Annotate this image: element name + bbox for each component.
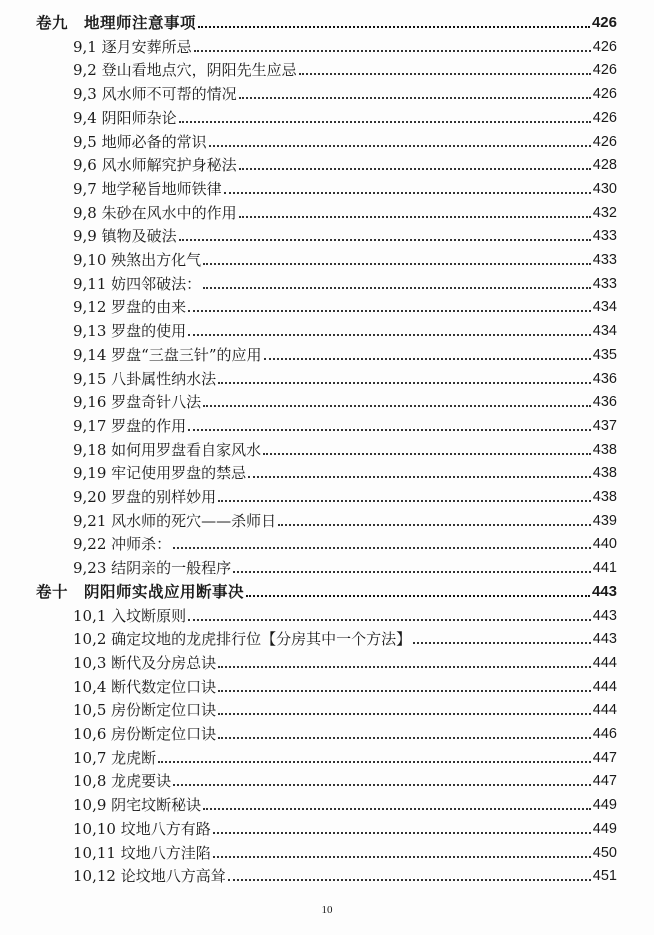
toc-entry-title: 9,19 牢记使用罗盘的禁忌 [73, 464, 247, 483]
toc-item-row[interactable] [73, 269, 617, 293]
toc-entry-page: 447 [592, 749, 617, 766]
dot-leader [173, 783, 591, 786]
dot-leader [218, 381, 591, 384]
toc-entry-title: 10,6 房份断定位口诀 [73, 725, 217, 743]
toc-entry-title: 10,7 龙虎断 [73, 748, 157, 767]
dot-leader [203, 807, 591, 810]
toc-chapter-row[interactable] [36, 8, 617, 32]
dot-leader [158, 760, 591, 763]
dot-leader [239, 167, 591, 170]
toc-item-row[interactable] [73, 719, 617, 743]
toc-entry-title: 9,15 八卦属性纳水法 [73, 369, 217, 388]
toc-entry-title: 9,1 逐月安葬所忌 [73, 37, 192, 56]
toc-item-row[interactable] [73, 55, 617, 79]
toc-item-row[interactable] [73, 411, 617, 435]
toc-entry-page: 446 [592, 726, 617, 742]
toc-entry-page: 436 [592, 394, 617, 411]
dot-leader [188, 428, 591, 431]
toc-entry-page: 444 [592, 678, 617, 695]
toc-entry-page: 439 [592, 512, 617, 529]
dot-leader [413, 641, 591, 644]
toc-entry-title: 10,3 断代及分房总诀 [73, 653, 217, 672]
toc-entry-title: 9,9 镇物及破法 [73, 227, 177, 246]
toc-item-row[interactable] [73, 553, 617, 577]
toc-entry-title: 10,8 龙虎要诀 [73, 772, 172, 791]
toc-item-row[interactable] [73, 743, 617, 767]
toc-entry-page: 430 [592, 180, 617, 197]
toc-entry-title: 9,7 地学秘旨地师铁律 [73, 179, 222, 198]
toc-item-row[interactable] [73, 695, 617, 719]
toc-item-row[interactable] [73, 766, 617, 790]
toc-entry-page: 435 [592, 346, 617, 363]
dot-leader [218, 736, 591, 739]
toc-item-row[interactable] [73, 32, 617, 56]
toc-entry-page: 426 [592, 133, 617, 150]
toc-entry-page: 443 [592, 631, 617, 648]
toc-entry-page: 447 [592, 773, 617, 790]
toc-entry-title: 10,2 确定坟地的龙虎排行位【分房其中一个方法】 [73, 630, 412, 649]
toc-item-row[interactable] [73, 814, 617, 838]
toc-entry-page: 433 [592, 252, 617, 268]
dot-leader [213, 831, 591, 834]
page-number: 10 [321, 904, 333, 916]
toc-item-row[interactable] [73, 221, 617, 245]
toc-entry-title: 10,9 阴宅坟断秘诀 [73, 796, 202, 815]
toc-item-row[interactable] [73, 435, 617, 459]
toc-entry-page: 434 [592, 299, 617, 316]
toc-entry-title: 9,17 罗盘的作用 [73, 416, 187, 435]
toc-entry-page: 426 [592, 38, 617, 55]
toc-entry-title: 9,10 殃煞出方化气 [73, 251, 202, 269]
toc-entry-page: 438 [592, 465, 617, 482]
toc-item-row[interactable] [73, 79, 617, 103]
toc-entry-title: 9,14 罗盘“三盘三针”的应用 [73, 345, 262, 364]
toc-item-row[interactable] [73, 364, 617, 388]
dot-leader [224, 191, 591, 194]
dot-leader [203, 404, 591, 407]
toc-item-row[interactable] [73, 648, 617, 672]
toc-entry-title: 卷九 地理师注意事项 [36, 13, 197, 32]
toc-item-row[interactable] [73, 174, 617, 198]
toc-item-row[interactable] [73, 624, 617, 648]
toc-entry-page: 426 [592, 86, 617, 103]
toc-entry-page: 450 [592, 844, 617, 861]
dot-leader [278, 523, 591, 526]
toc-entry-page: 436 [592, 370, 617, 387]
dot-leader [263, 452, 591, 455]
dot-leader [203, 286, 591, 289]
dot-leader [218, 665, 591, 668]
toc-entry-page: 433 [592, 275, 617, 292]
toc-item-row[interactable] [73, 529, 617, 553]
toc-entry-title: 9,23 结阴亲的一般程序 [73, 559, 232, 578]
toc-item-row[interactable] [73, 672, 617, 696]
toc-entry-title: 9,3 风水师不可帮的情况 [73, 85, 237, 104]
toc-entry-page: 444 [592, 702, 617, 719]
dot-leader [218, 712, 591, 715]
dot-leader [188, 309, 591, 312]
toc-entry-page: 444 [592, 654, 617, 671]
dot-leader [209, 144, 591, 147]
toc-entry-title: 9,5 地师必备的常识 [73, 132, 207, 151]
dot-leader [248, 475, 591, 478]
toc-item-row[interactable] [73, 316, 617, 340]
dot-leader [203, 262, 591, 265]
toc-entry-title: 9,21 风水师的死穴——杀师日 [73, 511, 277, 530]
dot-leader [233, 570, 591, 573]
dot-leader [179, 120, 591, 123]
toc-entry-title: 9,8 朱砂在风水中的作用 [73, 203, 237, 222]
toc-entry-page: 449 [592, 820, 617, 837]
toc-item-row[interactable] [73, 198, 617, 222]
toc-entry-title: 9,2 登山看地点穴，阴阳先生应忌 [73, 61, 297, 80]
toc-item-row[interactable] [73, 458, 617, 482]
toc-entry-title: 9,22 冲师杀： [73, 535, 172, 554]
toc-entry-page: 437 [592, 417, 617, 434]
toc-item-row[interactable] [73, 245, 617, 269]
toc-entry-page: 426 [591, 14, 617, 31]
toc-entry-page: 426 [592, 62, 617, 79]
toc-entry-title: 9,20 罗盘的别样妙用 [73, 488, 217, 506]
toc-entry-title: 9,11 妨四邻破法： [73, 274, 202, 293]
toc-entry-page: 438 [592, 441, 617, 458]
toc-entry-page: 440 [592, 536, 617, 553]
dot-leader [198, 25, 590, 28]
toc-entry-title: 10,12 论坟地八方高耸 [73, 867, 226, 886]
dot-leader [239, 96, 591, 99]
toc-item-row[interactable] [73, 601, 617, 625]
toc-entry-title: 10,4 断代数定位口诀 [73, 677, 217, 696]
dot-leader [239, 215, 591, 218]
toc-entry-title: 9,18 如何用罗盘看自家风水 [73, 440, 262, 459]
dot-leader [299, 72, 591, 75]
dot-leader [213, 855, 591, 858]
dot-leader [218, 499, 591, 502]
toc-entry-page: 438 [592, 489, 617, 505]
toc-entry-page: 428 [592, 157, 617, 174]
toc-item-row[interactable] [73, 482, 617, 506]
toc-entry-page: 433 [592, 228, 617, 245]
dot-leader [179, 238, 591, 241]
toc-item-row[interactable] [73, 506, 617, 530]
toc-entry-title: 9,13 罗盘的使用 [73, 322, 187, 341]
toc-entry-page: 426 [592, 109, 617, 126]
toc-entry-title: 卷十 阴阳师实战应用断事决 [36, 581, 245, 601]
toc-entry-title: 10,5 房份断定位口诀 [73, 701, 217, 720]
toc-item-row[interactable] [73, 150, 617, 174]
toc-entry-page: 443 [592, 607, 617, 624]
toc-item-row[interactable] [73, 790, 617, 814]
toc-entry-title: 10,1 入坟断原则 [73, 606, 187, 625]
toc-entry-title: 9,6 风水师解究护身秘法 [73, 156, 237, 175]
toc-entry-page: 432 [592, 204, 617, 221]
toc-item-row[interactable] [73, 340, 617, 364]
toc-chapter-row[interactable] [36, 577, 617, 601]
dot-leader [188, 618, 591, 621]
toc-entry-title: 10,10 坟地八方有路 [73, 819, 211, 838]
toc-item-row[interactable] [73, 838, 617, 862]
dot-leader [218, 689, 591, 692]
toc-item-row[interactable] [73, 861, 617, 885]
dot-leader [264, 357, 591, 360]
toc-entry-title: 9,12 罗盘的由来 [73, 298, 187, 317]
toc-item-row[interactable] [73, 387, 617, 411]
toc-entry-title: 9,4 阴阳师杂论 [73, 108, 177, 127]
toc-entry-page: 434 [592, 323, 617, 340]
toc-item-row[interactable] [73, 103, 617, 127]
toc-entry-page: 451 [592, 868, 617, 885]
dot-leader [228, 878, 591, 881]
toc-entry-title: 10,11 坟地八方洼陷 [73, 843, 211, 862]
dot-leader [188, 333, 591, 336]
dot-leader [246, 594, 590, 597]
dot-leader [194, 49, 591, 52]
toc-item-row[interactable] [73, 127, 617, 151]
toc-entry-page: 449 [592, 797, 617, 814]
toc-entry-page: 443 [591, 582, 617, 600]
toc-entry-title: 9,16 罗盘奇针八法 [73, 393, 202, 412]
toc-entry-page: 441 [592, 560, 617, 577]
dot-leader [173, 546, 591, 549]
toc-item-row[interactable] [73, 292, 617, 316]
